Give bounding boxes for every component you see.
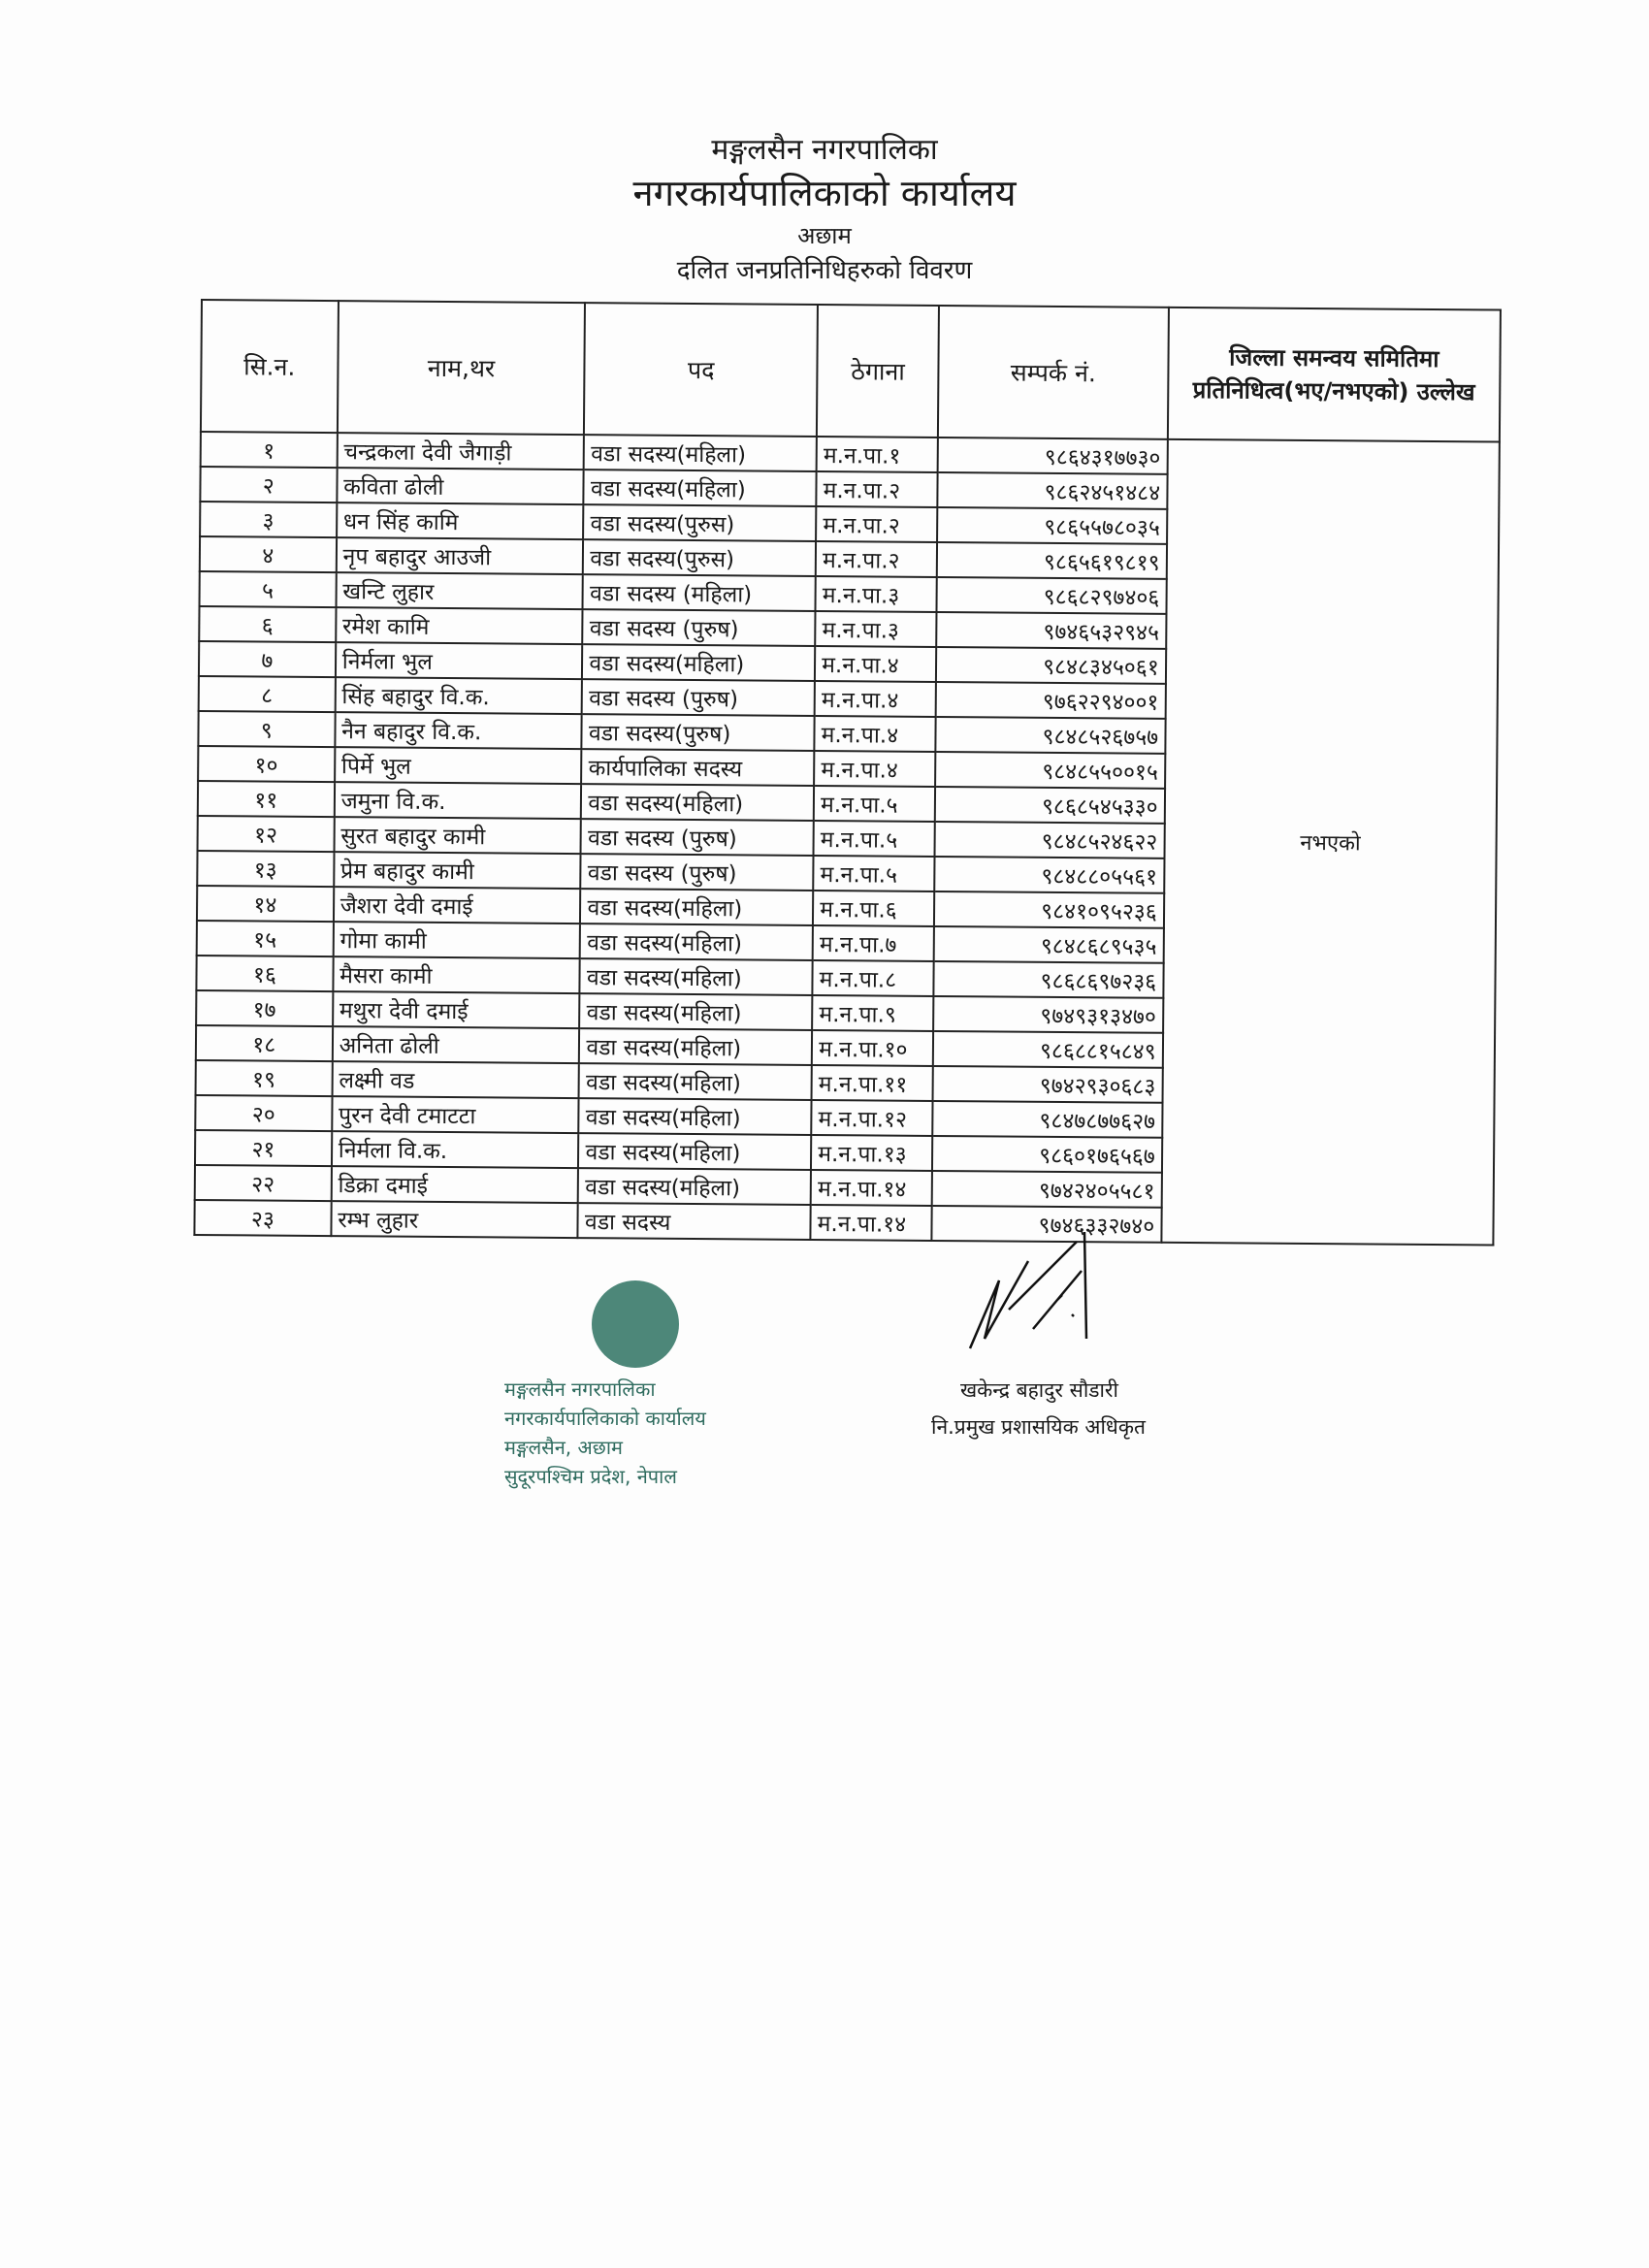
- position-cell: वडा सदस्य (पुरुष): [583, 609, 816, 646]
- name-cell: सिंह बहादुर वि.क.: [335, 677, 582, 714]
- name-cell: प्रेम बहादुर कामी: [334, 852, 581, 889]
- address-cell: म.न.पा.१३: [811, 1135, 932, 1171]
- address-cell: म.न.पा.५: [813, 856, 934, 891]
- contact-cell: ९७४९३१३४७०: [933, 996, 1163, 1033]
- address-cell: म.न.पा.३: [816, 576, 937, 612]
- contact-cell: ९८६२४५१४८४: [937, 472, 1167, 509]
- serial-cell: ४: [200, 536, 337, 572]
- serial-cell: १०: [198, 746, 335, 782]
- signature-block: [922, 1222, 1310, 1494]
- position-cell: वडा सदस्य(महिला): [582, 644, 815, 681]
- contact-cell: ९८६४३१७७३०: [938, 437, 1168, 474]
- position-cell: वडा सदस्य(पुरुष): [582, 714, 815, 751]
- address-cell: म.न.पा.२: [816, 506, 937, 542]
- nepal-emblem-seal: [592, 1280, 679, 1368]
- contact-cell: ९८४८५२६७५७: [935, 717, 1165, 754]
- signatory-name: खकेन्द्र बहादुर सौडारी: [960, 1378, 1118, 1402]
- representation-cell: नभएको: [1161, 439, 1500, 1246]
- name-cell: अनिता ढोली: [333, 1026, 580, 1063]
- address-cell: म.न.पा.८: [813, 960, 934, 996]
- serial-cell: २: [200, 467, 337, 502]
- name-cell: चन्द्रकला देवी जैगाड़ी: [337, 433, 584, 470]
- signatory-title: नि.प्रमुख प्रशासयिक अधिकृत: [931, 1415, 1146, 1439]
- contact-cell: ९८४७८७७६२७: [932, 1101, 1162, 1138]
- serial-cell: ३: [200, 502, 337, 537]
- name-cell: मथुरा देवी दमाई: [333, 991, 580, 1028]
- contact-cell: ९८६८२९७४०६: [937, 577, 1167, 614]
- col-serial: सि.न.: [201, 300, 339, 433]
- position-cell: वडा सदस्य (पुरुष): [581, 854, 814, 891]
- handwritten-signature: [941, 1222, 1135, 1358]
- name-cell: जमुना वि.क.: [335, 782, 582, 819]
- serial-cell: १४: [197, 886, 334, 922]
- address-cell: म.न.पा.४: [815, 716, 936, 752]
- position-cell: वडा सदस्य(पुरुस): [583, 539, 816, 576]
- contact-cell: ९७४२९३०६८३: [933, 1066, 1163, 1103]
- serial-cell: ९: [198, 711, 335, 747]
- position-cell: वडा सदस्य(महिला): [580, 958, 813, 995]
- contact-cell: ९७४६३३२७४०: [932, 1206, 1162, 1243]
- contact-cell: ९७४२४०५५८१: [932, 1171, 1162, 1208]
- serial-cell: २०: [195, 1095, 332, 1131]
- address-cell: म.न.पा.६: [813, 891, 934, 926]
- name-cell: लक्ष्मी वड: [332, 1061, 579, 1098]
- contact-cell: ९८४८६८९५३५: [934, 926, 1164, 963]
- address-cell: म.न.पा.२: [817, 471, 938, 507]
- stamp-line: सुदूरपश्चिम प्रदेश, नेपाल: [504, 1465, 677, 1488]
- position-cell: वडा सदस्य: [578, 1203, 811, 1240]
- address-cell: म.न.पा.१४: [811, 1170, 932, 1206]
- address-cell: म.न.पा.२: [816, 541, 937, 577]
- name-cell: निर्मला भुल: [336, 642, 583, 679]
- contact-cell: ९८६०१७६५६७: [932, 1136, 1162, 1173]
- col-address: ठेगाना: [817, 305, 939, 437]
- contact-cell: ९८४८८०५५६१: [934, 857, 1164, 893]
- serial-cell: १६: [196, 956, 333, 991]
- contact-cell: ९८६८८१५८४९: [933, 1031, 1163, 1068]
- serial-cell: १८: [196, 1025, 333, 1061]
- contact-cell: ९८४८३४५०६१: [936, 647, 1166, 684]
- name-cell: कविता ढोली: [337, 468, 584, 504]
- position-cell: वडा सदस्य (पुरुष): [582, 679, 815, 716]
- contact-cell: ९८४१०९५२३६: [934, 891, 1164, 928]
- name-cell: नैन बहादुर वि.क.: [335, 712, 582, 749]
- name-cell: सुरत बहादुर कामी: [334, 817, 581, 854]
- col-representation: जिल्ला समन्वय समितिमा प्रतिनिधित्व(भए/नभएको) उल्लेख: [1168, 308, 1501, 442]
- name-cell: खन्टि लुहार: [336, 572, 583, 609]
- serial-cell: २२: [195, 1165, 332, 1201]
- position-cell: वडा सदस्य (पुरुष): [581, 819, 814, 856]
- position-cell: कार्यपालिका सदस्य: [582, 749, 815, 786]
- name-cell: डिक्रा दमाई: [331, 1166, 578, 1203]
- contact-cell: ९८६८६९७२३६: [933, 961, 1163, 998]
- contact-cell: ९७६२२९४००१: [936, 682, 1166, 719]
- position-cell: वडा सदस्य(पुरुस): [583, 504, 816, 541]
- name-cell: धन सिंह कामि: [337, 502, 584, 539]
- serial-cell: १२: [198, 816, 335, 852]
- position-cell: वडा सदस्य(महिला): [581, 784, 814, 821]
- address-cell: म.न.पा.१४: [811, 1205, 932, 1241]
- name-cell: गोमा कामी: [333, 922, 580, 958]
- stamp-line: मङ्गलसैन नगरपालिका: [504, 1377, 656, 1401]
- district-name: अछाम: [797, 222, 852, 249]
- address-cell: म.न.पा.५: [814, 821, 935, 857]
- address-cell: म.न.पा.१०: [812, 1030, 933, 1066]
- address-cell: म.न.पा.११: [812, 1065, 933, 1101]
- name-cell: पुरन देवी टमाटटा: [332, 1096, 579, 1133]
- name-cell: रमेश कामि: [336, 607, 583, 644]
- position-cell: वडा सदस्य(महिला): [578, 1168, 811, 1205]
- position-cell: वडा सदस्य(महिला): [579, 1098, 812, 1135]
- address-cell: म.न.पा.३: [815, 611, 936, 647]
- serial-cell: २३: [194, 1200, 331, 1236]
- address-cell: म.न.पा.४: [815, 646, 936, 682]
- address-cell: म.न.पा.४: [815, 681, 936, 717]
- address-cell: म.न.पा.५: [814, 786, 935, 822]
- contact-cell: ९८४८५२४६२२: [935, 822, 1165, 859]
- position-cell: वडा सदस्य (महिला): [583, 574, 816, 611]
- position-cell: वडा सदस्य(महिला): [580, 993, 813, 1030]
- representatives-table: [193, 299, 1502, 1247]
- contact-cell: ९८४८५५००१५: [935, 752, 1165, 789]
- name-cell: मैसरा कामी: [333, 956, 580, 993]
- serial-cell: १: [201, 432, 338, 468]
- serial-cell: ७: [199, 641, 336, 677]
- municipality-name: मङ्गलसैन नगरपालिका: [711, 133, 938, 167]
- serial-cell: ११: [198, 781, 335, 817]
- address-cell: म.न.पा.९: [812, 995, 933, 1031]
- serial-cell: ५: [200, 571, 337, 607]
- serial-cell: ६: [199, 606, 336, 642]
- col-name: नाम,थर: [338, 301, 586, 435]
- office-name: नगरकार्यपालिकाको कार्यालय: [632, 172, 1017, 214]
- document-title: दलित जनप्रतिनिधिहरुको विवरण: [676, 256, 973, 285]
- position-cell: वडा सदस्य(महिला): [580, 889, 813, 925]
- name-cell: रम्भ लुहार: [331, 1201, 578, 1238]
- stamp-line: मङ्गलसैन, अछाम: [504, 1436, 623, 1459]
- name-cell: निर्मला वि.क.: [332, 1131, 579, 1168]
- name-cell: पिर्मे भुल: [335, 747, 582, 784]
- contact-cell: ९८६५५७८०३५: [937, 507, 1167, 544]
- position-cell: वडा सदस्य(महिला): [584, 470, 817, 506]
- position-cell: वडा सदस्य(महिला): [584, 435, 817, 471]
- contact-cell: ९८६५६१९८१९: [937, 542, 1167, 579]
- office-stamp: [504, 1280, 795, 1504]
- serial-cell: ८: [199, 676, 336, 712]
- name-cell: नृप बहादुर आउजी: [336, 537, 583, 574]
- contact-cell: ९७४६५३२९४५: [936, 612, 1166, 649]
- position-cell: वडा सदस्य(महिला): [580, 923, 813, 960]
- table-header-row: [201, 300, 1501, 442]
- serial-cell: १३: [197, 851, 334, 887]
- position-cell: वडा सदस्य(महिला): [579, 1028, 812, 1065]
- stamp-line: नगरकार्यपालिकाको कार्यालय: [504, 1407, 706, 1430]
- address-cell: म.न.पा.४: [814, 751, 935, 787]
- contact-cell: ९८६८५४५३३०: [935, 787, 1165, 824]
- serial-cell: १९: [196, 1060, 333, 1096]
- position-cell: वडा सदस्य(महिला): [579, 1063, 812, 1100]
- col-contact: सम्पर्क नं.: [938, 306, 1169, 439]
- address-cell: म.न.पा.७: [813, 925, 934, 961]
- serial-cell: १७: [196, 990, 333, 1026]
- serial-cell: २१: [195, 1130, 332, 1166]
- address-cell: म.न.पा.१२: [811, 1100, 932, 1136]
- position-cell: वडा सदस्य(महिला): [578, 1133, 811, 1170]
- col-position: पद: [584, 303, 818, 437]
- serial-cell: १५: [197, 921, 334, 956]
- name-cell: जैशरा देवी दमाई: [334, 887, 581, 923]
- address-cell: म.न.पा.१: [817, 437, 938, 472]
